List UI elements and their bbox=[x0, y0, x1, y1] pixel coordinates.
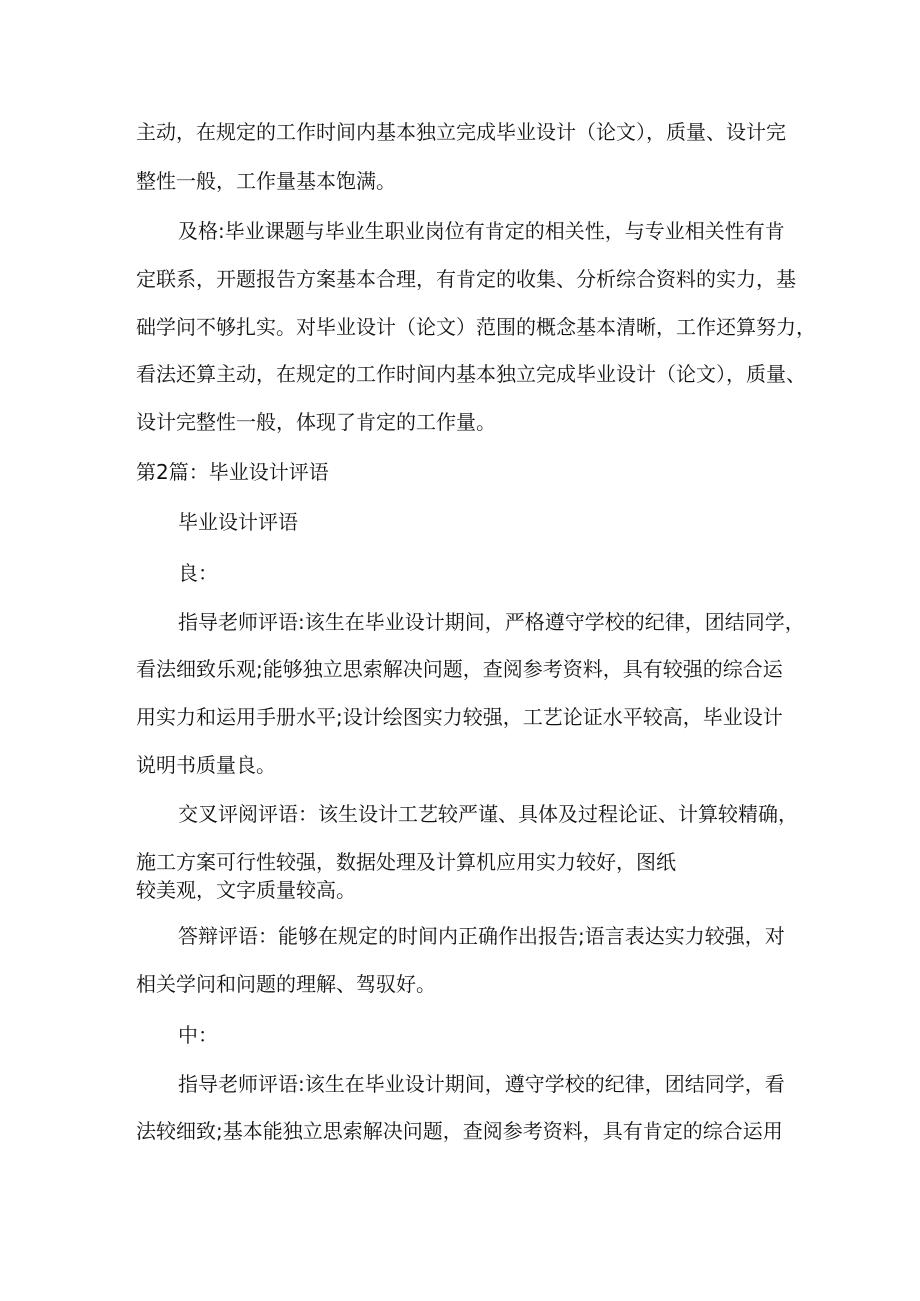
paragraph-line: 础学问不够扎实。对毕业设计（论文）范围的概念基本清晰，工作还算努力， bbox=[136, 315, 816, 339]
paragraph-line: 定联系，开题报告方案基本合理，有肯定的收集、分析综合资料的实力，基 bbox=[136, 267, 796, 291]
paragraph-line: 法较细致;基本能独立思索解决问题，查阅参考资料，具有肯定的综合运用 bbox=[136, 1119, 783, 1143]
paragraph-line: 相关学问和问题的理解、驾驭好。 bbox=[136, 972, 436, 996]
paragraph-line: 看法细致乐观;能够独立思索解决问题，查阅参考资料，具有较强的综合运 bbox=[136, 657, 783, 681]
section-heading: 第2篇：毕业设计评语 bbox=[136, 460, 329, 484]
paragraph-line: 设计完整性一般，体现了肯定的工作量。 bbox=[136, 410, 496, 434]
paragraph-line: 较美观，文字质量较高。 bbox=[136, 878, 356, 902]
paragraph-line: 看法还算主动，在规定的工作时间内基本独立完成毕业设计（论文），质量、 bbox=[136, 362, 806, 386]
grade-label: 中： bbox=[178, 1023, 218, 1047]
grade-label: 良： bbox=[178, 561, 218, 585]
paragraph-line: 施工方案可行性较强，数据处理及计算机应用实力较好，图纸 bbox=[136, 850, 676, 874]
section-title: 毕业设计评语 bbox=[178, 510, 298, 534]
paragraph-line: 用实力和运用手册水平;设计绘图实力较强，工艺论证水平较高，毕业设计 bbox=[136, 705, 783, 729]
paragraph-line: 答辩评语：能够在规定的时间内正确作出报告;语言表达实力较强，对 bbox=[178, 924, 785, 948]
paragraph-line: 指导老师评语:该生在毕业设计期间，严格遵守学校的纪律，团结同学， bbox=[178, 610, 805, 634]
paragraph-line: 指导老师评语:该生在毕业设计期间，遵守学校的纪律，团结同学，看 bbox=[178, 1072, 785, 1096]
paragraph-line: 说明书质量良。 bbox=[136, 753, 276, 777]
paragraph-line: 及格:毕业课题与毕业生职业岗位有肯定的相关性，与专业相关性有肯 bbox=[178, 219, 785, 243]
paragraph-line: 主动，在规定的工作时间内基本独立完成毕业设计（论文），质量、设计完 bbox=[136, 120, 786, 144]
paragraph-line: 交叉评阅评语：该生设计工艺较严谨、具体及过程论证、计算较精确， bbox=[178, 802, 798, 826]
paragraph-line: 整性一般，工作量基本饱满。 bbox=[136, 169, 396, 193]
